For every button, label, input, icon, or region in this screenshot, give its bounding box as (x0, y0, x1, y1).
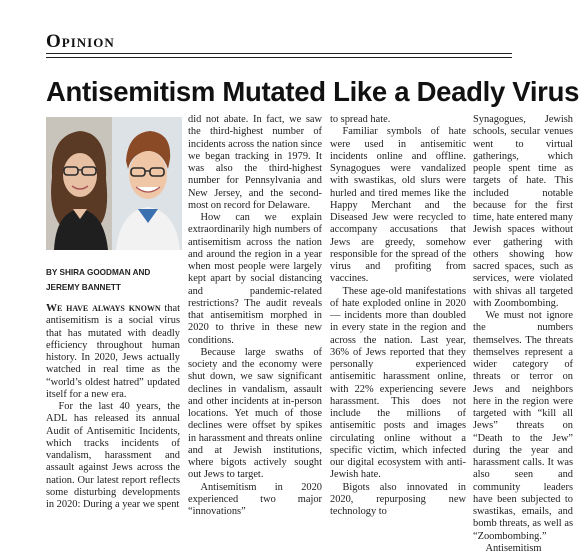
paragraph: Antisemitism in 2020 experienced two major “innovations” (188, 481, 322, 517)
byline-line-1: BY SHIRA GOODMAN AND (46, 268, 151, 277)
paragraph: Because large swaths of society and the economy were shut down, we saw significant declines in vandalism, assault and other incidents at in-person locations. Yet much of those declines were offset by spikes in harassment and threats online and at Jewish institutions, where bigots actively sought out Jews to target. (188, 346, 322, 481)
paragraph: Familiar symbols of hate were used in antisemitic incidents online and offline. Synagogues were vandalized with swastikas, old slurs were hurled and tired memes like the Happy Merchant and the Diseased Jew were recycled to accompany accusations that Jews are greedy, somehow responsible for the spread of the virus and profiting from vaccines. (330, 126, 466, 285)
author-photo-jeremy-bannett (112, 117, 182, 250)
paragraph: We must not ignore the numbers themselves. The threats themselves represent a wider category of threats or terror on Jews and neighbors here in the region were targeted with “kill all Jews” threats on “Death to the Jew” during the year and harassment calls. It was also seen and community leaders have been subjected to swastikas, emails, and bomb threats, as well as “Zoombombing.” (473, 310, 573, 542)
paragraph: How can we explain extraordinarily high numbers of antisemitism across the nation and around the region in a year when most people were largely kept apart by social distancing and pandemic-related restrictions? The audit reveals that antisemitism morphed in 2020 to thrive in these new conditions. (188, 212, 322, 346)
paragraph (46, 302, 180, 401)
article-column-4 (473, 114, 573, 554)
paragraph: These age-old manifestations of hate exploded online in 2020 — incidents more than doubled in every state in the region and across the nation. Last year, 36% of Jews reported that they personally experienced antisemitic harassment online, with 22% experiencing severe harassment. This does not include the millions of antisemitic posts and images circulating online without a specific victim, which infected our digital ecosystem with anti-Jewish hate. (330, 285, 466, 481)
paragraph-text: that antisemitism is a social virus that has mutated with deadly efficiency throughout human history. In 2020, Jews actually watched in real time as the “world’s oldest hatred” updated itself for a new era. (46, 303, 180, 400)
paragraph: did not abate. In fact, we saw the third-highest number of incidents across the nation since we began tracking in 1979. It was also the third-highest number for Pennsylvania and New Jersey, and the second-most on record for Delaware. (188, 114, 322, 211)
paragraph: For the last 40 years, the ADL has released its annual Audit of Antisemitic Incidents, which tracks incidents of vandalism, harassment and assault against Jews across the nation. Our latest report reflects some disturbing developments in 2020: During a year we spent (46, 401, 180, 510)
article-column-2 (188, 114, 322, 517)
section-rule (46, 53, 512, 54)
byline-line-2: JEREMY BANNETT (46, 283, 121, 292)
paragraph: to spread hate. (330, 114, 391, 125)
paragraph: Bigots also innovated in 2020, repurposing new technology to (330, 481, 466, 517)
headline: Antisemitism Mutated Like a Deadly Virus (46, 76, 579, 107)
article-column-1 (46, 302, 180, 512)
paragraph: Synagogues, Jewish schools, secular venues went to virtual gatherings, which people spent time as targets of hate. This included notable because for the first time, hate entered many Jewish spaces without ever gathering with others showing how sacred spaces, such as services, were violated with shivas all targeted with Zoombombing. (473, 114, 573, 309)
section-label: Opinion (46, 31, 115, 52)
author-photo-shira-goodman (46, 117, 112, 250)
byline (46, 265, 186, 295)
lead-in: We have always known (46, 302, 161, 314)
paragraph: Antisemitism (485, 542, 542, 554)
article-column-3 (330, 114, 466, 517)
section-rule-thin (46, 57, 512, 58)
